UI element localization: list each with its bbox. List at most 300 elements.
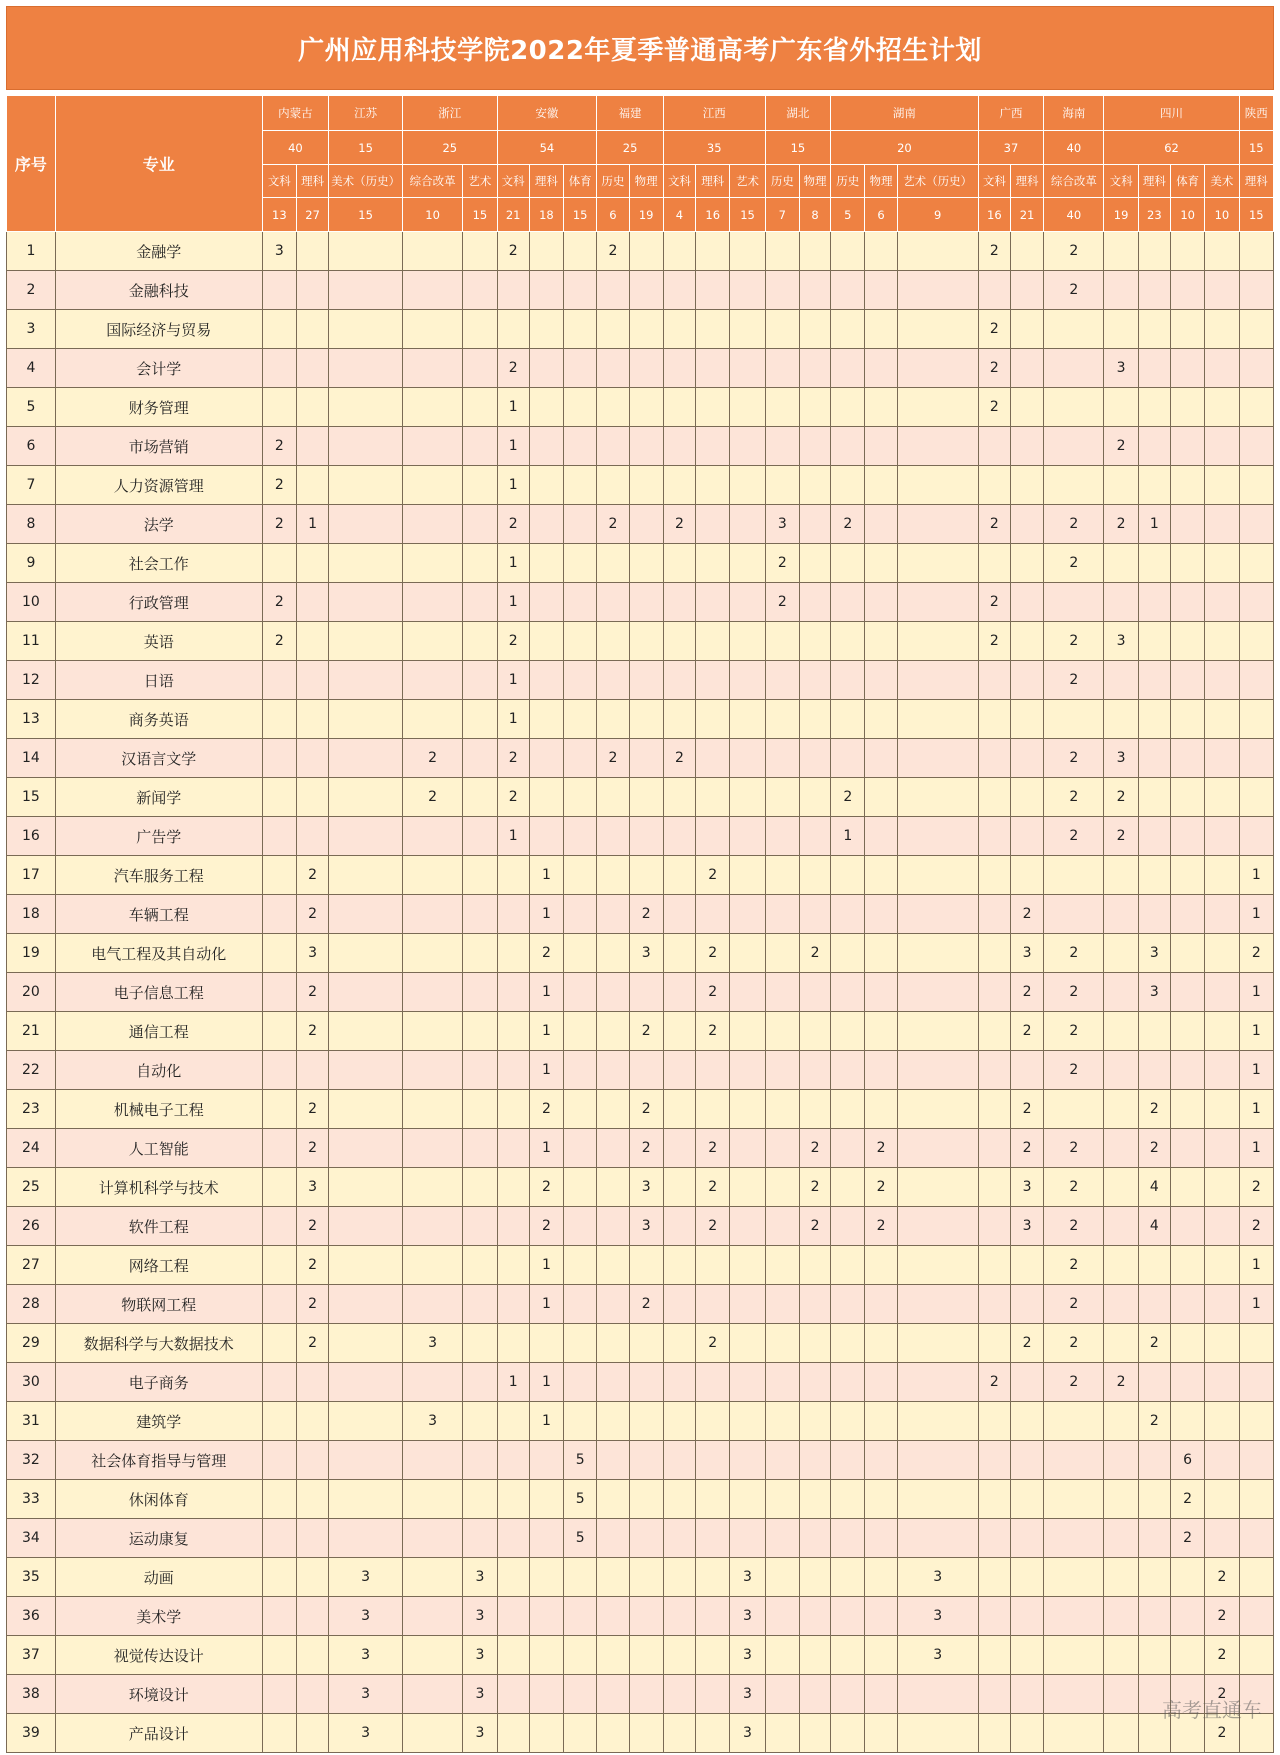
quota-cell: 2 <box>663 505 695 544</box>
seq-cell: 6 <box>7 427 56 466</box>
quota-cell <box>296 739 328 778</box>
quota-cell <box>262 817 296 856</box>
table-row <box>7 1051 1274 1090</box>
quota-cell <box>629 739 663 778</box>
quota-cell <box>402 388 462 427</box>
quota-cell <box>296 1402 328 1441</box>
seq-cell: 38 <box>7 1675 56 1714</box>
table-header <box>7 96 1274 232</box>
quota-cell <box>1104 700 1138 739</box>
subject-count: 15 <box>1239 198 1273 232</box>
quota-cell <box>529 1324 563 1363</box>
quota-cell <box>1205 388 1239 427</box>
quota-cell <box>831 1714 865 1753</box>
quota-cell: 2 <box>978 388 1010 427</box>
quota-cell <box>597 1636 629 1675</box>
quota-cell <box>1205 778 1239 817</box>
quota-cell <box>831 1168 865 1207</box>
quota-cell <box>329 1363 403 1402</box>
quota-cell <box>329 973 403 1012</box>
quota-cell <box>597 973 629 1012</box>
quota-cell: 1 <box>529 895 563 934</box>
quota-cell <box>1104 1714 1138 1753</box>
major-cell: 软件工程 <box>55 1207 262 1246</box>
quota-cell <box>463 1480 497 1519</box>
quota-cell <box>730 973 765 1012</box>
quota-cell <box>696 1558 730 1597</box>
quota-cell: 2 <box>1104 1363 1138 1402</box>
quota-cell <box>1170 856 1204 895</box>
quota-cell <box>730 1480 765 1519</box>
quota-cell <box>663 466 695 505</box>
quota-cell <box>629 505 663 544</box>
quota-cell <box>1010 856 1043 895</box>
quota-cell: 2 <box>296 1207 328 1246</box>
quota-cell <box>730 349 765 388</box>
quota-cell <box>897 1714 978 1753</box>
quota-cell <box>730 1012 765 1051</box>
quota-cell <box>629 583 663 622</box>
quota-cell <box>296 1051 328 1090</box>
quota-cell <box>1205 1480 1239 1519</box>
seq-cell: 33 <box>7 1480 56 1519</box>
quota-cell <box>663 661 695 700</box>
quota-cell <box>296 1480 328 1519</box>
quota-cell <box>402 973 462 1012</box>
quota-cell: 2 <box>497 232 529 271</box>
province-total: 15 <box>329 131 403 165</box>
table-row <box>7 427 1274 466</box>
table-row <box>7 778 1274 817</box>
seq-cell: 39 <box>7 1714 56 1753</box>
province-total: 40 <box>262 131 329 165</box>
quota-cell <box>262 1012 296 1051</box>
quota-cell: 2 <box>865 1129 897 1168</box>
quota-cell <box>696 739 730 778</box>
quota-cell: 2 <box>978 622 1010 661</box>
quota-cell <box>329 1402 403 1441</box>
subject-count: 10 <box>1170 198 1204 232</box>
quota-cell <box>765 1324 799 1363</box>
quota-cell <box>262 1168 296 1207</box>
quota-cell <box>497 1441 529 1480</box>
subject-count: 15 <box>329 198 403 232</box>
quota-cell <box>463 895 497 934</box>
quota-cell <box>1239 544 1273 583</box>
table-row <box>7 1285 1274 1324</box>
quota-cell <box>597 1285 629 1324</box>
quota-cell: 1 <box>497 817 529 856</box>
quota-cell: 2 <box>1044 622 1104 661</box>
quota-cell <box>1205 856 1239 895</box>
quota-cell <box>597 661 629 700</box>
major-cell: 计算机科学与技术 <box>55 1168 262 1207</box>
quota-cell <box>1010 349 1043 388</box>
quota-cell <box>497 1675 529 1714</box>
quota-cell <box>329 661 403 700</box>
quota-cell <box>978 1207 1010 1246</box>
quota-cell <box>897 1519 978 1558</box>
seq-cell: 31 <box>7 1402 56 1441</box>
quota-cell <box>262 544 296 583</box>
quota-cell <box>262 1363 296 1402</box>
quota-cell <box>564 856 597 895</box>
quota-cell <box>1010 661 1043 700</box>
quota-cell: 2 <box>296 1246 328 1285</box>
quota-cell <box>831 856 865 895</box>
quota-cell <box>597 271 629 310</box>
quota-cell <box>497 856 529 895</box>
quota-cell <box>730 1441 765 1480</box>
quota-cell <box>597 1129 629 1168</box>
quota-cell <box>765 1129 799 1168</box>
province-total: 35 <box>663 131 765 165</box>
quota-cell: 1 <box>1239 1246 1273 1285</box>
quota-cell: 2 <box>1044 505 1104 544</box>
quota-cell: 1 <box>296 505 328 544</box>
quota-cell <box>799 778 830 817</box>
quota-cell <box>597 1012 629 1051</box>
quota-cell <box>564 700 597 739</box>
subject-count: 15 <box>564 198 597 232</box>
quota-cell: 1 <box>529 1012 563 1051</box>
quota-cell <box>696 505 730 544</box>
quota-cell <box>865 1285 897 1324</box>
seq-cell: 24 <box>7 1129 56 1168</box>
quota-cell <box>1010 1675 1043 1714</box>
subject-header: 艺术（历史） <box>897 165 978 198</box>
quota-cell <box>730 700 765 739</box>
quota-cell <box>978 1636 1010 1675</box>
quota-cell <box>696 1402 730 1441</box>
quota-cell <box>978 1129 1010 1168</box>
quota-cell <box>865 817 897 856</box>
quota-cell <box>1239 505 1273 544</box>
quota-cell <box>1104 1207 1138 1246</box>
quota-cell <box>402 1480 462 1519</box>
quota-cell <box>296 700 328 739</box>
quota-cell <box>629 427 663 466</box>
quota-cell <box>978 934 1010 973</box>
subject-count: 10 <box>1205 198 1239 232</box>
quota-cell <box>978 817 1010 856</box>
quota-cell: 1 <box>529 973 563 1012</box>
quota-cell <box>629 778 663 817</box>
quota-cell <box>629 700 663 739</box>
seq-cell: 14 <box>7 739 56 778</box>
quota-cell: 3 <box>402 1324 462 1363</box>
quota-cell <box>1104 1519 1138 1558</box>
quota-cell <box>1138 1558 1170 1597</box>
quota-cell <box>663 1090 695 1129</box>
quota-cell <box>629 1051 663 1090</box>
quota-cell <box>497 1090 529 1129</box>
quota-cell <box>529 661 563 700</box>
quota-cell <box>1205 661 1239 700</box>
quota-cell: 1 <box>497 583 529 622</box>
quota-cell <box>262 1597 296 1636</box>
quota-cell <box>897 934 978 973</box>
quota-cell <box>1104 1168 1138 1207</box>
table-row <box>7 934 1274 973</box>
quota-cell <box>497 934 529 973</box>
quota-cell <box>696 1246 730 1285</box>
quota-cell: 2 <box>629 1285 663 1324</box>
quota-cell <box>597 1519 629 1558</box>
major-cell: 环境设计 <box>55 1675 262 1714</box>
quota-cell: 2 <box>1044 739 1104 778</box>
major-cell: 网络工程 <box>55 1246 262 1285</box>
quota-cell <box>696 232 730 271</box>
quota-cell <box>1010 505 1043 544</box>
quota-cell <box>978 856 1010 895</box>
quota-cell: 2 <box>1104 505 1138 544</box>
quota-cell <box>1239 583 1273 622</box>
quota-cell <box>1138 622 1170 661</box>
province-total: 25 <box>597 131 664 165</box>
quota-cell <box>765 973 799 1012</box>
quota-cell <box>1104 934 1138 973</box>
quota-cell: 2 <box>262 505 296 544</box>
subject-header: 综合改革 <box>1044 165 1104 198</box>
quota-cell <box>463 1012 497 1051</box>
quota-cell <box>529 544 563 583</box>
quota-cell: 2 <box>978 505 1010 544</box>
seq-cell: 35 <box>7 1558 56 1597</box>
quota-cell: 2 <box>1138 1402 1170 1441</box>
table-row <box>7 856 1274 895</box>
quota-cell: 2 <box>296 1090 328 1129</box>
quota-cell <box>1010 778 1043 817</box>
quota-cell: 1 <box>1239 1051 1273 1090</box>
quota-cell <box>1010 1558 1043 1597</box>
province-header: 陕西 <box>1239 96 1273 131</box>
quota-cell <box>463 1441 497 1480</box>
quota-cell <box>402 622 462 661</box>
quota-cell <box>1104 1402 1138 1441</box>
quota-cell: 2 <box>1044 232 1104 271</box>
quota-cell <box>765 934 799 973</box>
quota-cell: 3 <box>1104 349 1138 388</box>
quota-cell <box>402 232 462 271</box>
quota-cell <box>897 388 978 427</box>
quota-cell: 2 <box>597 505 629 544</box>
quota-cell <box>831 1480 865 1519</box>
quota-cell <box>329 895 403 934</box>
quota-cell <box>663 1012 695 1051</box>
quota-cell <box>865 232 897 271</box>
quota-cell <box>529 739 563 778</box>
quota-cell <box>978 1246 1010 1285</box>
quota-cell <box>765 1441 799 1480</box>
quota-cell <box>831 1441 865 1480</box>
quota-cell <box>529 271 563 310</box>
quota-cell <box>1170 1636 1204 1675</box>
quota-cell <box>1010 1441 1043 1480</box>
quota-cell <box>696 1597 730 1636</box>
subject-count: 18 <box>529 198 563 232</box>
quota-cell <box>730 544 765 583</box>
quota-cell <box>497 1129 529 1168</box>
province-total: 25 <box>402 131 497 165</box>
quota-cell <box>1170 1207 1204 1246</box>
quota-cell <box>730 271 765 310</box>
table-row <box>7 232 1274 271</box>
quota-cell: 2 <box>296 1324 328 1363</box>
quota-cell: 2 <box>1138 1090 1170 1129</box>
quota-cell <box>897 1012 978 1051</box>
quota-cell <box>663 388 695 427</box>
quota-cell <box>1010 700 1043 739</box>
quota-cell <box>497 1480 529 1519</box>
quota-cell <box>1170 544 1204 583</box>
quota-cell <box>730 388 765 427</box>
seq-cell: 15 <box>7 778 56 817</box>
province-total: 37 <box>978 131 1043 165</box>
quota-cell: 1 <box>497 466 529 505</box>
quota-cell <box>663 973 695 1012</box>
quota-cell <box>564 973 597 1012</box>
quota-cell: 5 <box>564 1519 597 1558</box>
seq-cell: 5 <box>7 388 56 427</box>
quota-cell <box>564 1324 597 1363</box>
quota-cell <box>1205 1168 1239 1207</box>
quota-cell: 3 <box>629 934 663 973</box>
subject-count: 19 <box>1104 198 1138 232</box>
quota-cell <box>765 856 799 895</box>
quota-cell <box>402 1207 462 1246</box>
quota-cell <box>262 1324 296 1363</box>
quota-cell: 2 <box>1239 934 1273 973</box>
quota-cell <box>1104 466 1138 505</box>
quota-cell <box>629 661 663 700</box>
quota-cell <box>799 466 830 505</box>
quota-cell <box>799 739 830 778</box>
subject-header: 理科 <box>1138 165 1170 198</box>
quota-cell <box>402 895 462 934</box>
quota-cell <box>564 661 597 700</box>
quota-cell <box>1010 622 1043 661</box>
quota-cell <box>564 271 597 310</box>
quota-cell: 2 <box>296 856 328 895</box>
quota-cell <box>529 505 563 544</box>
quota-cell <box>730 1402 765 1441</box>
quota-cell <box>897 1675 978 1714</box>
quota-cell <box>897 466 978 505</box>
quota-cell: 2 <box>296 1285 328 1324</box>
quota-cell <box>865 1441 897 1480</box>
quota-cell <box>564 739 597 778</box>
quota-cell <box>1044 1636 1104 1675</box>
quota-cell <box>1010 1714 1043 1753</box>
quota-cell <box>402 310 462 349</box>
quota-cell <box>1205 973 1239 1012</box>
quota-cell: 1 <box>529 1402 563 1441</box>
quota-cell <box>765 466 799 505</box>
quota-cell <box>1044 700 1104 739</box>
quota-cell <box>765 622 799 661</box>
quota-cell: 2 <box>696 1207 730 1246</box>
quota-cell <box>1044 895 1104 934</box>
quota-cell <box>897 778 978 817</box>
major-cell: 休闲体育 <box>55 1480 262 1519</box>
quota-cell <box>629 1558 663 1597</box>
quota-cell <box>765 1090 799 1129</box>
quota-cell <box>402 1129 462 1168</box>
seq-cell: 16 <box>7 817 56 856</box>
quota-cell <box>329 544 403 583</box>
quota-cell <box>1104 232 1138 271</box>
quota-cell <box>765 388 799 427</box>
quota-cell <box>262 700 296 739</box>
quota-cell <box>564 1246 597 1285</box>
quota-cell <box>629 1324 663 1363</box>
quota-cell <box>730 778 765 817</box>
quota-cell <box>696 895 730 934</box>
quota-cell <box>1170 1597 1204 1636</box>
quota-cell <box>765 1207 799 1246</box>
quota-cell: 3 <box>1104 739 1138 778</box>
quota-cell: 2 <box>1010 1324 1043 1363</box>
province-header: 浙江 <box>402 96 497 131</box>
quota-cell <box>262 739 296 778</box>
quota-cell: 3 <box>296 1168 328 1207</box>
quota-cell <box>1138 310 1170 349</box>
quota-cell <box>1104 1129 1138 1168</box>
quota-cell <box>831 1597 865 1636</box>
quota-cell <box>1044 1597 1104 1636</box>
quota-cell <box>497 895 529 934</box>
quota-cell <box>1170 1168 1204 1207</box>
quota-cell <box>897 895 978 934</box>
major-cell: 广告学 <box>55 817 262 856</box>
quota-cell <box>831 1246 865 1285</box>
quota-cell: 3 <box>897 1597 978 1636</box>
quota-cell: 1 <box>497 1363 529 1402</box>
quota-cell <box>1239 310 1273 349</box>
quota-cell <box>329 1285 403 1324</box>
quota-cell <box>1138 661 1170 700</box>
major-cell: 动画 <box>55 1558 262 1597</box>
quota-cell <box>1239 388 1273 427</box>
quota-cell <box>865 1519 897 1558</box>
quota-cell <box>262 310 296 349</box>
quota-cell <box>597 1675 629 1714</box>
quota-cell <box>865 271 897 310</box>
quota-cell <box>1104 271 1138 310</box>
quota-cell <box>402 1675 462 1714</box>
quota-cell <box>402 1168 462 1207</box>
quota-cell: 2 <box>831 505 865 544</box>
quota-cell <box>696 1480 730 1519</box>
quota-cell <box>463 661 497 700</box>
quota-cell: 2 <box>497 739 529 778</box>
quota-cell <box>329 1246 403 1285</box>
quota-cell <box>1239 1324 1273 1363</box>
quota-cell <box>1205 934 1239 973</box>
quota-cell <box>799 1441 830 1480</box>
quota-cell <box>629 1441 663 1480</box>
quota-cell <box>564 1129 597 1168</box>
quota-cell <box>1170 973 1204 1012</box>
quota-cell: 3 <box>629 1207 663 1246</box>
quota-cell: 2 <box>1044 973 1104 1012</box>
quota-cell <box>296 544 328 583</box>
table-row <box>7 1519 1274 1558</box>
seq-cell: 36 <box>7 1597 56 1636</box>
quota-cell <box>564 1168 597 1207</box>
quota-cell <box>1138 739 1170 778</box>
